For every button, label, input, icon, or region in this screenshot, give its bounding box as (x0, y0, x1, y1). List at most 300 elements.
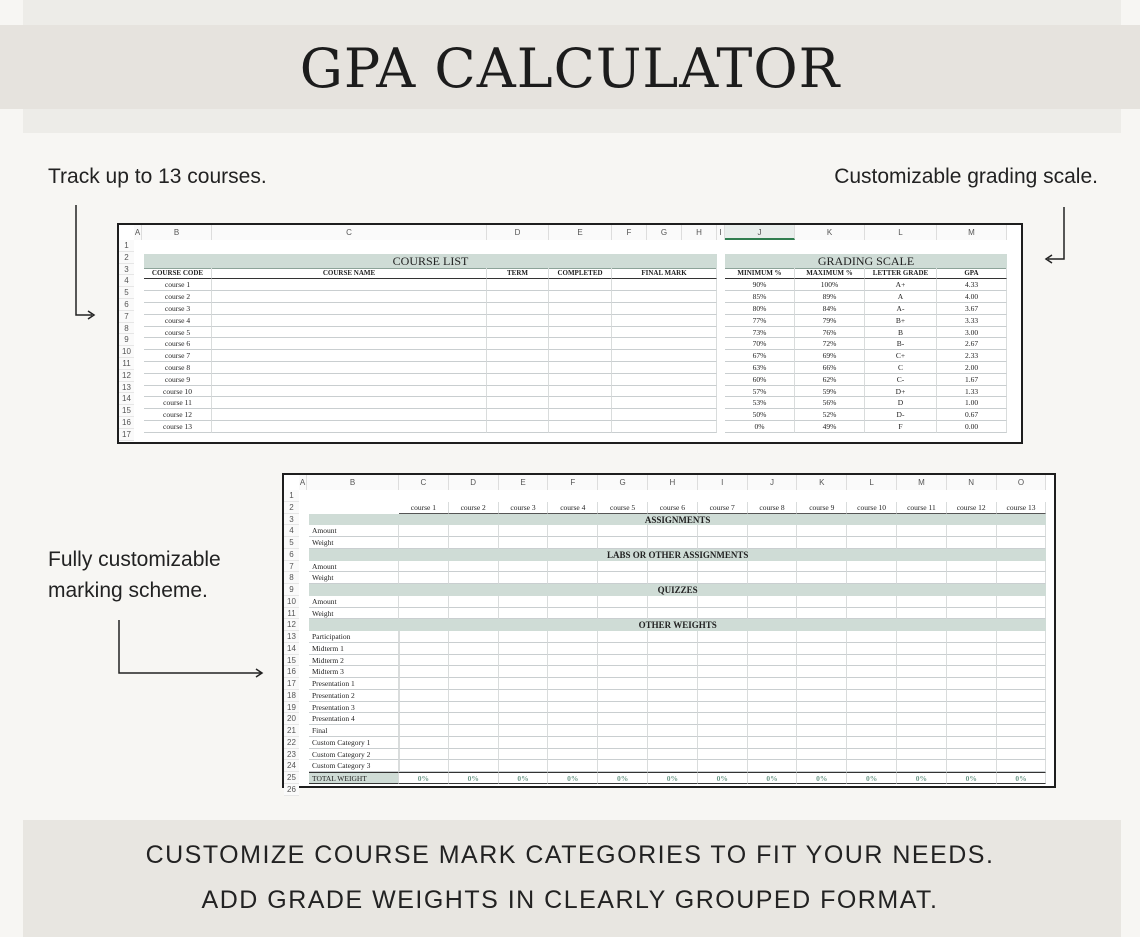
row-number[interactable]: 8 (284, 572, 299, 584)
grading-scale-cell[interactable]: D+ (865, 386, 937, 398)
weight-input-cell[interactable] (897, 678, 947, 690)
grading-scale-cell[interactable]: 1.33 (937, 386, 1007, 398)
weight-input-cell[interactable] (947, 760, 997, 772)
row-number[interactable]: 12 (284, 619, 299, 631)
column-header[interactable]: C (212, 225, 487, 240)
weight-input-cell[interactable] (499, 678, 549, 690)
row-number[interactable]: 10 (119, 346, 134, 358)
grading-scale-cell[interactable]: 70% (725, 338, 795, 350)
course-name-cell[interactable] (212, 397, 487, 409)
final-mark-cell[interactable] (612, 350, 717, 362)
row-number[interactable]: 12 (119, 370, 134, 382)
column-header[interactable]: M (897, 475, 947, 490)
grading-scale-cell[interactable]: 62% (795, 374, 865, 386)
weight-input-cell[interactable] (997, 561, 1047, 573)
column-header[interactable]: D (487, 225, 549, 240)
weight-input-cell[interactable] (997, 525, 1047, 537)
weight-input-cell[interactable] (698, 525, 748, 537)
grading-scale-cell[interactable]: 0% (725, 421, 795, 433)
weight-input-cell[interactable] (548, 737, 598, 749)
column-header[interactable]: G (647, 225, 682, 240)
grading-scale-cell[interactable]: 90% (725, 279, 795, 291)
row-number[interactable]: 24 (284, 760, 299, 772)
grading-scale-cell[interactable]: B (865, 327, 937, 339)
weight-input-cell[interactable] (947, 713, 997, 725)
weight-input-cell[interactable] (748, 760, 798, 772)
weight-input-cell[interactable] (748, 737, 798, 749)
weight-input-cell[interactable] (797, 537, 847, 549)
course-name-cell[interactable] (212, 279, 487, 291)
weight-input-cell[interactable] (797, 666, 847, 678)
term-cell[interactable] (487, 386, 549, 398)
weight-input-cell[interactable] (648, 643, 698, 655)
grading-scale-cell[interactable]: A- (865, 303, 937, 315)
column-header[interactable]: G (598, 475, 648, 490)
weight-input-cell[interactable] (748, 631, 798, 643)
grading-scale-cell[interactable]: B+ (865, 315, 937, 327)
weight-input-cell[interactable] (449, 737, 499, 749)
course-code-cell[interactable]: course 6 (144, 338, 212, 350)
weight-input-cell[interactable] (748, 596, 798, 608)
weight-input-cell[interactable] (399, 631, 449, 643)
weight-input-cell[interactable] (598, 666, 648, 678)
weight-input-cell[interactable] (997, 631, 1047, 643)
weight-input-cell[interactable] (399, 713, 449, 725)
weight-input-cell[interactable] (997, 596, 1047, 608)
weight-input-cell[interactable] (748, 678, 798, 690)
grading-scale-cell[interactable]: 1.00 (937, 397, 1007, 409)
weight-input-cell[interactable] (897, 525, 947, 537)
weight-input-cell[interactable] (449, 678, 499, 690)
completed-cell[interactable] (549, 327, 612, 339)
weight-input-cell[interactable] (598, 608, 648, 620)
row-number[interactable]: 22 (284, 737, 299, 749)
column-header[interactable]: O (997, 475, 1047, 490)
weight-input-cell[interactable] (598, 749, 648, 761)
weight-input-cell[interactable] (748, 572, 798, 584)
weight-input-cell[interactable] (499, 666, 549, 678)
weight-input-cell[interactable] (797, 678, 847, 690)
weight-input-cell[interactable] (947, 678, 997, 690)
weight-input-cell[interactable] (548, 596, 598, 608)
row-number[interactable]: 17 (284, 678, 299, 690)
weight-input-cell[interactable] (897, 725, 947, 737)
grading-scale-cell[interactable]: A (865, 291, 937, 303)
grading-scale-cell[interactable]: 2.67 (937, 338, 1007, 350)
completed-cell[interactable] (549, 386, 612, 398)
final-mark-cell[interactable] (612, 362, 717, 374)
grading-scale-cell[interactable]: 59% (795, 386, 865, 398)
term-cell[interactable] (487, 303, 549, 315)
weight-input-cell[interactable] (449, 537, 499, 549)
weight-input-cell[interactable] (449, 525, 499, 537)
weight-input-cell[interactable] (947, 631, 997, 643)
grading-scale-cell[interactable]: 50% (725, 409, 795, 421)
row-number[interactable]: 7 (284, 561, 299, 573)
weight-input-cell[interactable] (748, 655, 798, 667)
grading-scale-cell[interactable]: 100% (795, 279, 865, 291)
weight-input-cell[interactable] (598, 725, 648, 737)
weight-input-cell[interactable] (598, 713, 648, 725)
weight-input-cell[interactable] (897, 713, 947, 725)
row-number[interactable]: 17 (119, 429, 134, 441)
row-number[interactable]: 5 (119, 287, 134, 299)
course-name-cell[interactable] (212, 386, 487, 398)
row-number[interactable]: 16 (119, 417, 134, 429)
final-mark-cell[interactable] (612, 303, 717, 315)
weight-input-cell[interactable] (399, 690, 449, 702)
course-code-cell[interactable]: course 10 (144, 386, 212, 398)
row-number[interactable]: 18 (284, 690, 299, 702)
weight-input-cell[interactable] (449, 666, 499, 678)
term-cell[interactable] (487, 421, 549, 433)
row-number[interactable]: 4 (284, 525, 299, 537)
row-number[interactable]: 6 (119, 299, 134, 311)
weight-input-cell[interactable] (997, 572, 1047, 584)
column-header[interactable]: J (748, 475, 798, 490)
weight-input-cell[interactable] (997, 702, 1047, 714)
weight-input-cell[interactable] (947, 690, 997, 702)
weight-input-cell[interactable] (648, 760, 698, 772)
weight-input-cell[interactable] (399, 596, 449, 608)
weight-input-cell[interactable] (847, 678, 897, 690)
grading-scale-cell[interactable]: 3.67 (937, 303, 1007, 315)
weight-input-cell[interactable] (847, 725, 897, 737)
column-header[interactable]: H (682, 225, 717, 240)
grading-scale-cell[interactable]: 85% (725, 291, 795, 303)
course-code-cell[interactable]: course 13 (144, 421, 212, 433)
weight-input-cell[interactable] (648, 666, 698, 678)
weight-input-cell[interactable] (499, 631, 549, 643)
weight-input-cell[interactable] (897, 702, 947, 714)
row-number[interactable]: 10 (284, 596, 299, 608)
weight-input-cell[interactable] (997, 713, 1047, 725)
weight-input-cell[interactable] (698, 596, 748, 608)
completed-cell[interactable] (549, 374, 612, 386)
column-header[interactable]: A (299, 475, 307, 490)
weight-input-cell[interactable] (548, 608, 598, 620)
weight-input-cell[interactable] (698, 608, 748, 620)
weight-input-cell[interactable] (598, 655, 648, 667)
weight-input-cell[interactable] (598, 690, 648, 702)
weight-input-cell[interactable] (797, 631, 847, 643)
weight-input-cell[interactable] (399, 655, 449, 667)
weight-input-cell[interactable] (399, 561, 449, 573)
weight-input-cell[interactable] (548, 713, 598, 725)
row-number[interactable]: 20 (284, 713, 299, 725)
weight-input-cell[interactable] (698, 678, 748, 690)
weight-input-cell[interactable] (997, 608, 1047, 620)
grading-scale-cell[interactable]: 80% (725, 303, 795, 315)
weight-input-cell[interactable] (847, 690, 897, 702)
grading-scale-cell[interactable]: 72% (795, 338, 865, 350)
grading-scale-cell[interactable]: C+ (865, 350, 937, 362)
grading-scale-cell[interactable]: 69% (795, 350, 865, 362)
weight-input-cell[interactable] (698, 713, 748, 725)
weight-input-cell[interactable] (947, 749, 997, 761)
column-header[interactable]: F (548, 475, 598, 490)
course-code-cell[interactable]: course 3 (144, 303, 212, 315)
weight-input-cell[interactable] (548, 690, 598, 702)
weight-input-cell[interactable] (548, 702, 598, 714)
final-mark-cell[interactable] (612, 291, 717, 303)
grading-scale-cell[interactable]: 2.33 (937, 350, 1007, 362)
weight-input-cell[interactable] (847, 525, 897, 537)
term-cell[interactable] (487, 409, 549, 421)
weight-input-cell[interactable] (947, 666, 997, 678)
completed-cell[interactable] (549, 291, 612, 303)
weight-input-cell[interactable] (847, 737, 897, 749)
course-code-cell[interactable]: course 8 (144, 362, 212, 374)
weight-input-cell[interactable] (847, 596, 897, 608)
weight-input-cell[interactable] (648, 572, 698, 584)
row-number[interactable]: 6 (284, 549, 299, 561)
weight-input-cell[interactable] (897, 537, 947, 549)
grading-scale-cell[interactable]: 4.33 (937, 279, 1007, 291)
course-name-cell[interactable] (212, 338, 487, 350)
weight-input-cell[interactable] (499, 561, 549, 573)
weight-input-cell[interactable] (598, 643, 648, 655)
weight-input-cell[interactable] (748, 690, 798, 702)
weight-input-cell[interactable] (449, 760, 499, 772)
row-number[interactable]: 19 (284, 702, 299, 714)
weight-input-cell[interactable] (947, 561, 997, 573)
weight-input-cell[interactable] (897, 572, 947, 584)
weight-input-cell[interactable] (399, 525, 449, 537)
course-list-spreadsheet[interactable] (117, 223, 1023, 444)
weight-input-cell[interactable] (997, 690, 1047, 702)
weight-input-cell[interactable] (399, 737, 449, 749)
weight-input-cell[interactable] (648, 713, 698, 725)
column-header[interactable]: F (612, 225, 647, 240)
weight-input-cell[interactable] (648, 631, 698, 643)
row-number[interactable]: 23 (284, 749, 299, 761)
weight-input-cell[interactable] (449, 608, 499, 620)
final-mark-cell[interactable] (612, 409, 717, 421)
weight-input-cell[interactable] (997, 537, 1047, 549)
term-cell[interactable] (487, 362, 549, 374)
weight-input-cell[interactable] (847, 537, 897, 549)
term-cell[interactable] (487, 338, 549, 350)
weight-input-cell[interactable] (449, 749, 499, 761)
weight-input-cell[interactable] (997, 737, 1047, 749)
weight-input-cell[interactable] (698, 655, 748, 667)
weight-input-cell[interactable] (748, 702, 798, 714)
weight-input-cell[interactable] (847, 608, 897, 620)
weight-input-cell[interactable] (797, 737, 847, 749)
grading-scale-cell[interactable]: F (865, 421, 937, 433)
column-header[interactable]: H (648, 475, 698, 490)
final-mark-cell[interactable] (612, 338, 717, 350)
weight-input-cell[interactable] (499, 760, 549, 772)
weight-input-cell[interactable] (847, 631, 897, 643)
weight-input-cell[interactable] (847, 666, 897, 678)
course-code-cell[interactable]: course 11 (144, 397, 212, 409)
weight-input-cell[interactable] (598, 572, 648, 584)
column-header[interactable]: D (449, 475, 499, 490)
weight-input-cell[interactable] (399, 760, 449, 772)
weight-input-cell[interactable] (997, 655, 1047, 667)
course-name-cell[interactable] (212, 421, 487, 433)
weight-input-cell[interactable] (748, 666, 798, 678)
row-number[interactable]: 11 (119, 358, 134, 370)
column-header[interactable]: N (947, 475, 997, 490)
weight-input-cell[interactable] (648, 737, 698, 749)
final-mark-cell[interactable] (612, 386, 717, 398)
weight-input-cell[interactable] (797, 655, 847, 667)
weight-input-cell[interactable] (399, 572, 449, 584)
weight-input-cell[interactable] (897, 643, 947, 655)
completed-cell[interactable] (549, 338, 612, 350)
grading-scale-cell[interactable]: 3.00 (937, 327, 1007, 339)
weight-input-cell[interactable] (947, 525, 997, 537)
weight-input-cell[interactable] (399, 537, 449, 549)
grading-scale-cell[interactable]: 52% (795, 409, 865, 421)
weight-input-cell[interactable] (947, 537, 997, 549)
weight-input-cell[interactable] (847, 643, 897, 655)
column-header[interactable]: I (717, 225, 725, 240)
column-header[interactable]: A (134, 225, 142, 240)
course-name-cell[interactable] (212, 327, 487, 339)
term-cell[interactable] (487, 315, 549, 327)
weight-input-cell[interactable] (499, 537, 549, 549)
term-cell[interactable] (487, 327, 549, 339)
weight-input-cell[interactable] (449, 690, 499, 702)
weight-input-cell[interactable] (648, 596, 698, 608)
weight-input-cell[interactable] (499, 572, 549, 584)
weight-input-cell[interactable] (897, 561, 947, 573)
row-number[interactable]: 1 (119, 240, 134, 252)
weight-input-cell[interactable] (449, 561, 499, 573)
course-code-cell[interactable]: course 1 (144, 279, 212, 291)
weight-input-cell[interactable] (499, 702, 549, 714)
row-number[interactable]: 5 (284, 537, 299, 549)
weight-input-cell[interactable] (947, 643, 997, 655)
weight-input-cell[interactable] (797, 572, 847, 584)
weight-input-cell[interactable] (947, 596, 997, 608)
final-mark-cell[interactable] (612, 315, 717, 327)
weight-input-cell[interactable] (897, 655, 947, 667)
weight-input-cell[interactable] (698, 666, 748, 678)
row-number[interactable]: 25 (284, 772, 299, 784)
course-name-cell[interactable] (212, 374, 487, 386)
weight-input-cell[interactable] (548, 572, 598, 584)
weight-input-cell[interactable] (698, 749, 748, 761)
weight-input-cell[interactable] (499, 608, 549, 620)
weight-input-cell[interactable] (449, 655, 499, 667)
weight-input-cell[interactable] (648, 608, 698, 620)
weight-input-cell[interactable] (499, 596, 549, 608)
completed-cell[interactable] (549, 350, 612, 362)
row-number[interactable]: 3 (284, 514, 299, 526)
weight-input-cell[interactable] (847, 572, 897, 584)
weight-input-cell[interactable] (548, 749, 598, 761)
weight-input-cell[interactable] (648, 690, 698, 702)
weight-input-cell[interactable] (449, 572, 499, 584)
weight-input-cell[interactable] (847, 561, 897, 573)
column-header[interactable]: B (142, 225, 212, 240)
course-code-cell[interactable]: course 7 (144, 350, 212, 362)
weight-input-cell[interactable] (399, 643, 449, 655)
term-cell[interactable] (487, 291, 549, 303)
weight-input-cell[interactable] (548, 561, 598, 573)
weight-input-cell[interactable] (449, 596, 499, 608)
grading-scale-cell[interactable]: D (865, 397, 937, 409)
grading-scale-cell[interactable]: D- (865, 409, 937, 421)
course-code-cell[interactable]: course 5 (144, 327, 212, 339)
weight-input-cell[interactable] (897, 608, 947, 620)
grading-scale-cell[interactable]: C (865, 362, 937, 374)
weight-input-cell[interactable] (449, 702, 499, 714)
grading-scale-cell[interactable]: 79% (795, 315, 865, 327)
weight-input-cell[interactable] (548, 643, 598, 655)
weight-input-cell[interactable] (548, 631, 598, 643)
column-header[interactable]: K (795, 225, 865, 240)
weight-input-cell[interactable] (648, 537, 698, 549)
course-code-cell[interactable]: course 12 (144, 409, 212, 421)
grading-scale-cell[interactable]: 2.00 (937, 362, 1007, 374)
course-code-cell[interactable]: course 9 (144, 374, 212, 386)
weight-input-cell[interactable] (997, 643, 1047, 655)
row-number[interactable]: 16 (284, 666, 299, 678)
row-number[interactable]: 8 (119, 323, 134, 335)
weight-input-cell[interactable] (897, 749, 947, 761)
column-header[interactable]: E (549, 225, 612, 240)
weight-input-cell[interactable] (548, 678, 598, 690)
weight-input-cell[interactable] (748, 749, 798, 761)
grading-scale-cell[interactable]: 0.67 (937, 409, 1007, 421)
weight-input-cell[interactable] (499, 749, 549, 761)
weight-input-cell[interactable] (598, 678, 648, 690)
grading-scale-cell[interactable]: C- (865, 374, 937, 386)
weight-input-cell[interactable] (598, 760, 648, 772)
row-number[interactable]: 13 (119, 382, 134, 394)
grading-scale-cell[interactable]: 67% (725, 350, 795, 362)
column-header[interactable]: J (725, 225, 795, 240)
weight-input-cell[interactable] (399, 678, 449, 690)
final-mark-cell[interactable] (612, 279, 717, 291)
course-name-cell[interactable] (212, 303, 487, 315)
weight-input-cell[interactable] (847, 655, 897, 667)
row-number[interactable]: 21 (284, 725, 299, 737)
completed-cell[interactable] (549, 315, 612, 327)
weight-input-cell[interactable] (797, 525, 847, 537)
weight-input-cell[interactable] (748, 525, 798, 537)
weight-input-cell[interactable] (847, 749, 897, 761)
weight-input-cell[interactable] (748, 713, 798, 725)
grading-scale-cell[interactable]: 77% (725, 315, 795, 327)
row-number[interactable]: 14 (119, 393, 134, 405)
weight-input-cell[interactable] (449, 643, 499, 655)
weight-input-cell[interactable] (698, 760, 748, 772)
grading-scale-cell[interactable]: 4.00 (937, 291, 1007, 303)
weight-input-cell[interactable] (698, 537, 748, 549)
final-mark-cell[interactable] (612, 327, 717, 339)
weight-input-cell[interactable] (797, 561, 847, 573)
grading-scale-cell[interactable]: 49% (795, 421, 865, 433)
weight-input-cell[interactable] (598, 631, 648, 643)
completed-cell[interactable] (549, 279, 612, 291)
weight-input-cell[interactable] (598, 596, 648, 608)
weight-input-cell[interactable] (797, 690, 847, 702)
weight-input-cell[interactable] (648, 655, 698, 667)
weight-input-cell[interactable] (897, 690, 947, 702)
grading-scale-cell[interactable]: 53% (725, 397, 795, 409)
completed-cell[interactable] (549, 362, 612, 374)
weight-input-cell[interactable] (499, 690, 549, 702)
final-mark-cell[interactable] (612, 397, 717, 409)
weight-input-cell[interactable] (797, 596, 847, 608)
